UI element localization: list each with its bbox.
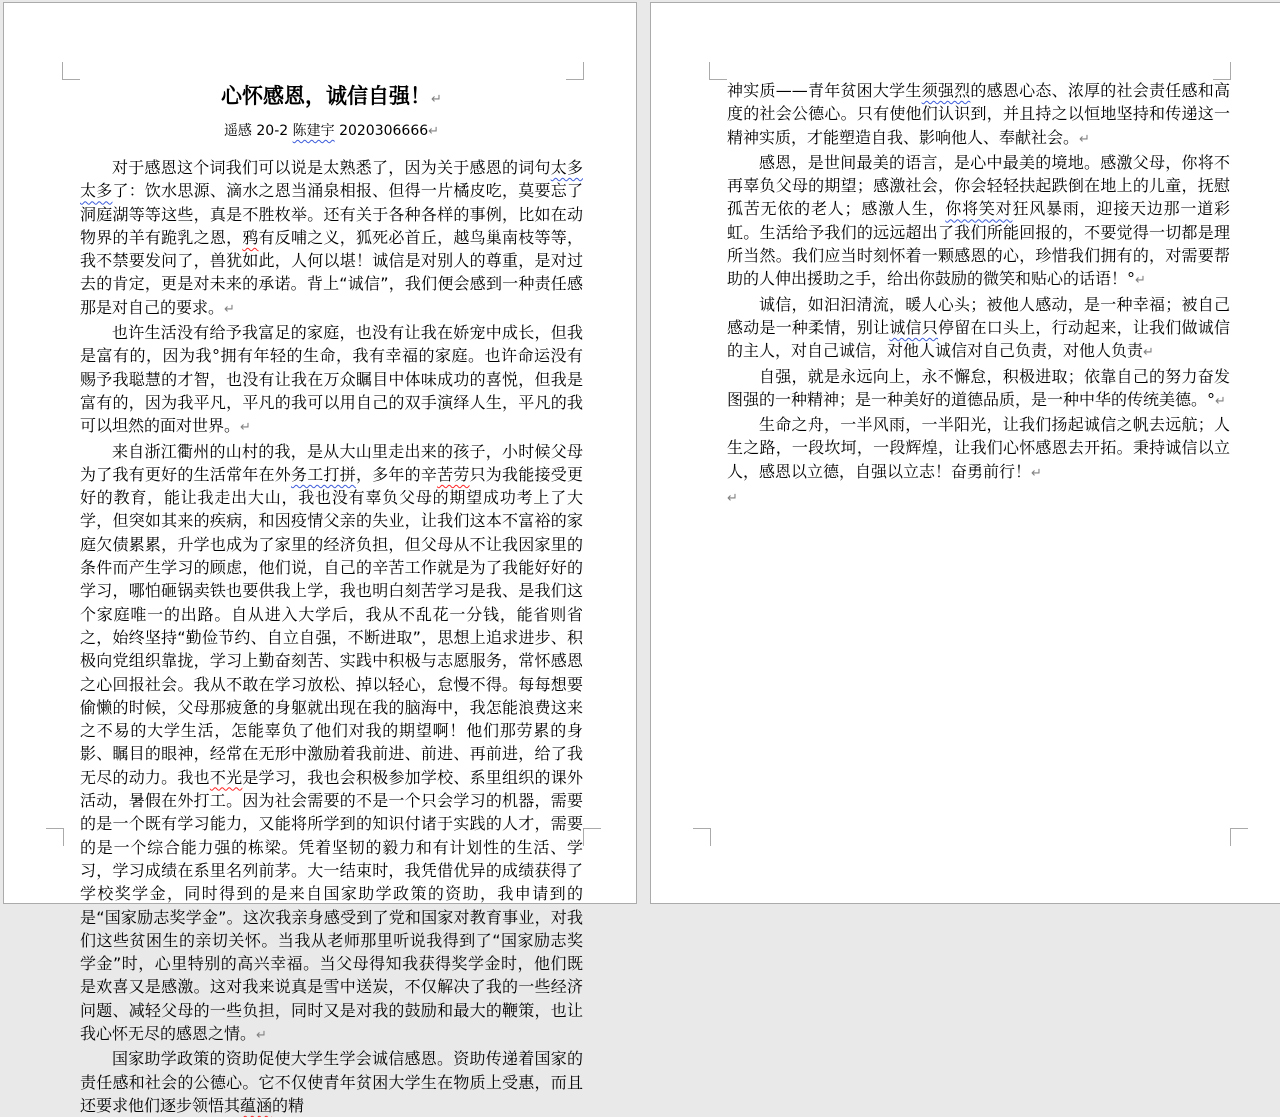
text-run: 停留在口头上，行动起来，让我们做诚信的主人，对自己诚信，对他人诚信对自己负责，对他人负责 (727, 317, 1230, 361)
crop-mark-bottom-left (46, 828, 64, 846)
paragraph (80, 440, 583, 1048)
pilcrow-mark-icon: ↵ (428, 124, 440, 139)
page-2 (650, 2, 1280, 904)
paragraph (727, 293, 1230, 365)
text-run-red-squiggle: 不光 (209, 767, 243, 787)
paragraph (80, 119, 583, 144)
text-run: 诚信，如汩汩清流，暖人心头；被他人感动，是一种幸福；被自己感动是一种柔情，别让 (727, 294, 1230, 337)
text-run-red-squiggle: 蕴涵 (240, 1095, 273, 1115)
text-run-blue-squiggle: 你将笑对 (945, 199, 1013, 219)
page-2-text (727, 79, 1230, 510)
text-run: 对于感恩这个词我们可以说是太熟悉了，因为关于感恩的词句 (112, 158, 551, 177)
text-run: 自强，就是永远向上，永不懈怠，积极进取；依靠自己的努力奋发图强的一种精神；是一种美好的道德品质，是一种中华的传统美德。° (727, 366, 1230, 409)
text-run: 的精 (272, 1095, 305, 1115)
pilcrow-mark-icon: ↵ (256, 1027, 267, 1043)
crop-mark-top-right (566, 62, 584, 80)
text-run: 国家助学政策的资助促使大学生学会诚信感恩。资助传递着国家的责任感和社会的公德心。它不仅使青年贫困大学生在物质上受惠，而且还要求他们逐步领悟其 (80, 1049, 583, 1115)
pilcrow-mark-icon: ↵ (240, 420, 251, 436)
text-run: 生命之舟，一半风雨，一半阳光，让我们扬起诚信之帆去远航；人生之路，一段坎坷，一段辉煌，让我们心怀感恩去开拓。秉持诚信以立人，感恩以立德，自强以立志！奋勇前行！ (727, 415, 1230, 481)
text-run: 了：饮水思源、滴水之恩当涌泉相报、但得一片橘皮吃，莫要忘了洞庭湖等等这些，真是不胜枚举。还有关于各种各样的事例，比如在动物界的羊有跪乳之恩， (80, 181, 583, 247)
crop-mark-top-left (709, 62, 727, 80)
pilcrow-mark-icon: ↵ (431, 92, 442, 107)
crop-mark-top-right (1213, 62, 1231, 80)
text-run: 来自浙江衢州的山村的我，是从大山里走出来的孩子，小时候父母为了我有更好的生活常年在外 (80, 441, 583, 484)
text-run-blue-squiggle: 务工打拼 (291, 464, 356, 484)
text-run-blue-squiggle: 陈建宇 (292, 123, 335, 139)
text-run-blue-squiggle: 诚信只 (889, 317, 939, 337)
paragraph (80, 156, 583, 321)
text-run-red-squiggle: 苦劳 (437, 464, 470, 484)
text-run: 狂风暴雨，迎接天边那一道彩虹。生活给予我们的远远超出了我们所能回报的，不要觉得一切都是理所当然。我们应当时刻怀着一颗感恩的心，珍惜我们拥有的，对需要帮助的人伸出援助之手，给出你鼓励的微笑和贴心的话语！° (727, 199, 1230, 289)
paragraph (727, 79, 1230, 151)
paragraph (727, 151, 1230, 293)
text-run-red-squiggle: 鸦 (242, 227, 259, 247)
pilcrow-mark-icon: ↵ (1135, 273, 1146, 289)
text-run: 只为我能接受更好的教育，能让我走出大山，我也没有辜负父母的期望成功考上了大学，但突如其来的疾病，和因疫情父亲的失业，让我们这本不富裕的家庭欠债累累，升学也成为了家里的经济负担，但父母从不让我因家里的条件而产生学习的顾虑，他们说，自己的辛苦工作就是为了我能好好的学习，哪怕砸锅卖铁也要供我上学，我也明白刻苦学习是我、是我们这个家庭唯一的出路。自从进入大学后，我从不乱花一分钱，能省则省之，始终坚持“勤俭节约、自立自强，不断进取”，思想上追求进步、积极向党组织靠拢，学习上勤奋刻苦、实践中积极与志愿服务，常怀感恩之心回报社会。我从不敢在学习放松、掉以轻心，怠慢不得。每每想要偷懒的时候，父母那疲惫的身躯就出现在我的脑海中，我怎能浪费这来之不易的大学生活，怎能辜负了他们对我的期望啊！他们那劳累的身影、瞩目的眼神，经常在无形中激励着我前进、前进、再前进，给了我无尽的动力。我也 (80, 464, 583, 787)
text-run: 也许生活没有给予我富足的家庭，也没有让我在娇宠中成长，但我是富有的，因为我°拥有年轻的生命，我有幸福的家庭。也许命运没有赐予我聪慧的才智，也没有让我在万众瞩目中体味成功的喜悦，但我是富有的，因为我平凡，平凡的我可以用自己的双手演绎人生，平凡的我可以坦然的面对世界。 (80, 323, 583, 436)
text-run: 神实质——青年贫困大学生 (727, 81, 922, 100)
text-run-blue-squiggle: 太多太多 (80, 158, 583, 201)
text-run: 的感恩心态、浓厚的社会责任感和高度的社会公德心。只有使他们认识到，并且持之以恒地坚持和传递这一精神实质，才能塑造自我、影响他人、奉献社会。 (727, 81, 1230, 147)
page-1-text (80, 79, 583, 1117)
crop-mark-bottom-right (583, 828, 601, 846)
paragraph (727, 485, 1230, 510)
paragraph (80, 321, 583, 439)
text-run: 心怀感恩，诚信自强！ (221, 84, 432, 108)
text-run: 2020306666 (334, 123, 429, 139)
pilcrow-mark-icon: ↵ (224, 301, 235, 317)
text-run: 是学习，我也会积极参加学校、系里组织的课外活动，暑假在外打工。因为社会需要的不是一个只会学习的机器，需要的是一个既有学习能力，又能将所学到的知识付诸于实践的人才，需要的是一个综合能力强的栋梁。凭着坚韧的毅力和有计划性的生活、学习，学习成绩在系里名列前茅。大一结束时，我凭借优异的成绩获得了学校奖学金，同时得到的是来自国家助学政策的资助，我申请到的是“国家励志奖学金”。这次我亲身感受到了党和国家对教育事业，对我们这些贫困生的亲切关怀。当我从老师那里听说我得到了“国家励志奖学金”时，心里特别的高兴幸福。当父母得知我获得奖学金时，他们既是欢喜又是感激。这对我来说真是雪中送炭，不仅解决了我的一些经济问题、减轻父母的一些负担，同时又是对我的鼓励和最大的鞭策，也让我心怀无尽的感恩之情。 (80, 767, 583, 1043)
crop-mark-top-left (62, 62, 80, 80)
page-1 (3, 2, 637, 1115)
pilcrow-mark-icon: ↵ (1215, 393, 1226, 409)
paragraph (80, 1047, 583, 1117)
crop-mark-bottom-left (693, 828, 711, 846)
crop-mark-bottom-right (1230, 828, 1248, 846)
text-run: ，多年的辛 (355, 464, 438, 484)
text-run: 有反哺之义，狐死必首丘，越鸟巢南枝等等，我不禁要发问了，兽犹如此，人何以堪！诚信是对别人的尊重，是对过去的肯定，更是对未来的承诺。背上“诚信”，我们便会感到一种责任感那是对自己的要求。 (80, 227, 583, 317)
text-run: 感恩，是世间最美的语言，是心中最美的境地。感激父母，你将不再辜负父母的期望；感激社会，你会轻轻扶起跌倒在地上的儿童，抚慰孤苦无依的老人；感激人生， (727, 152, 1230, 219)
text-run-blue-squiggle: 须强烈 (921, 81, 971, 100)
paragraph (727, 413, 1230, 485)
paragraph (727, 365, 1230, 414)
pilcrow-mark-icon: ↵ (1079, 131, 1090, 147)
pilcrow-mark-icon: ↵ (727, 491, 738, 507)
text-run: 遥感 20-2 (223, 123, 293, 139)
pilcrow-mark-icon: ↵ (1031, 465, 1042, 481)
paragraph (80, 79, 583, 117)
pilcrow-mark-icon: ↵ (1143, 345, 1154, 361)
